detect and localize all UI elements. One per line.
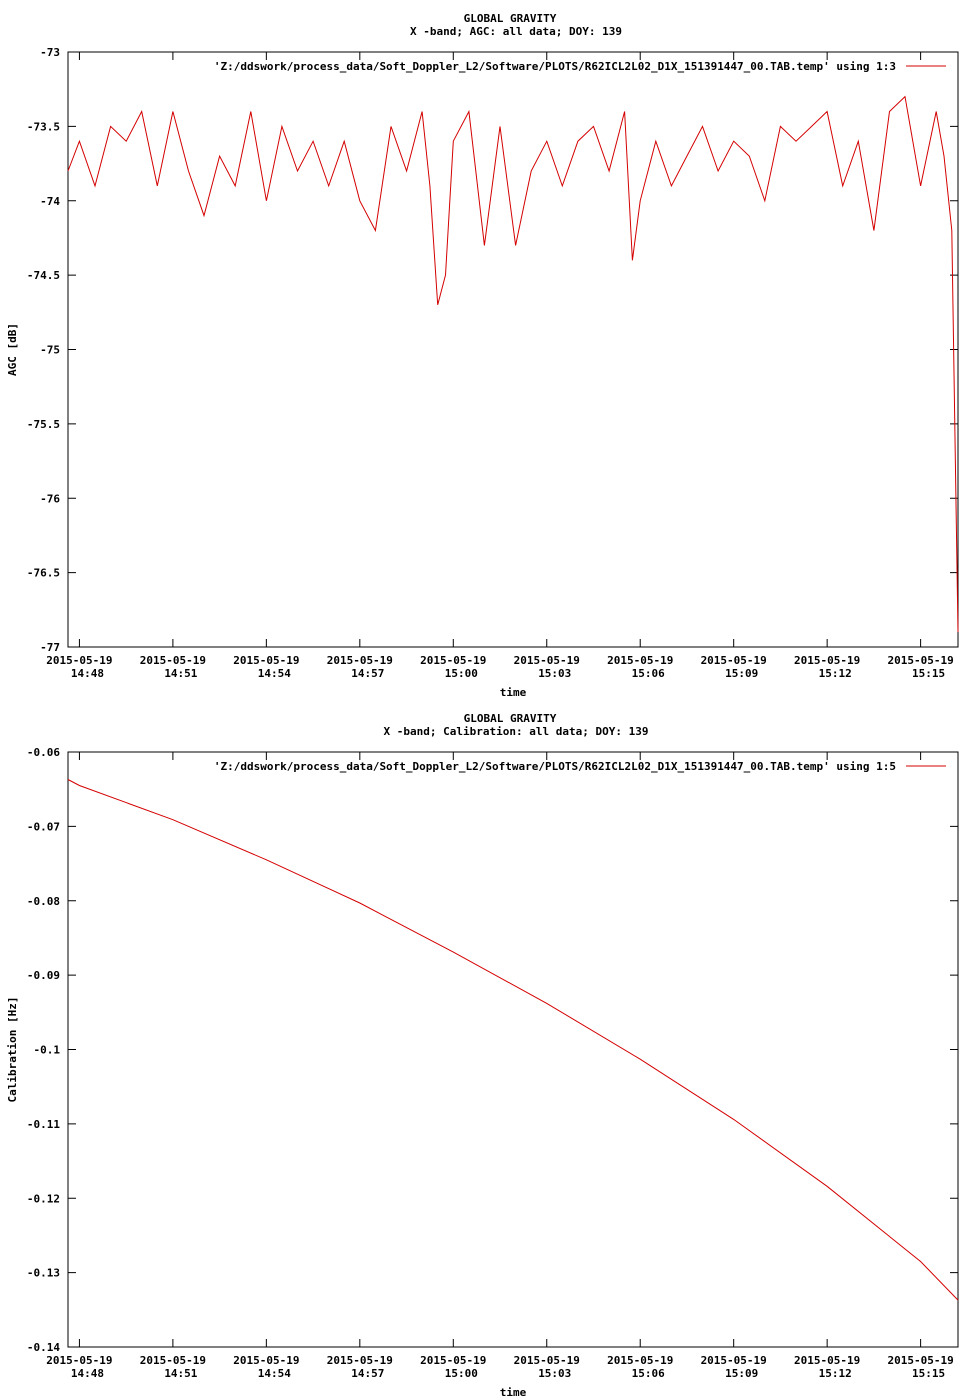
y-tick-label: -75: [40, 343, 60, 357]
x-tick-date: 2015-05-19: [420, 1354, 487, 1367]
y-tick-label: -0.07: [26, 820, 60, 834]
x-tick-date: 2015-05-19: [233, 654, 300, 667]
x-axis-label: time: [499, 686, 527, 699]
x-tick-date: 2015-05-19: [326, 654, 393, 667]
x-tick-time: 14:51: [164, 667, 198, 680]
y-tick-label: -0.14: [26, 1341, 60, 1354]
x-tick-date: 2015-05-19: [513, 1354, 580, 1367]
plot-frame: [68, 752, 958, 1347]
x-tick-time: 15:15: [912, 1367, 946, 1380]
chart-subtitle: X -band; AGC: all data; DOY: 139: [410, 25, 622, 38]
x-tick-time: 15:09: [725, 1367, 759, 1380]
x-tick-time: 14:57: [351, 667, 385, 680]
x-axis-label: time: [499, 1386, 527, 1399]
x-tick-date: 2015-05-19: [420, 654, 487, 667]
x-tick-date: 2015-05-19: [46, 654, 113, 667]
x-tick-time: 15:00: [444, 1367, 478, 1380]
series-line: [68, 97, 958, 633]
y-tick-label: -0.08: [26, 894, 60, 908]
x-tick-time: 15:06: [631, 667, 665, 680]
y-tick-label: -77: [40, 641, 60, 654]
x-tick-date: 2015-05-19: [139, 1354, 207, 1367]
y-tick-label: -75.5: [26, 417, 60, 431]
legend-label: 'Z:/ddswork/process_data/Soft_Doppler_L2/Software/PLOTS/R62ICL2L02_D1X_151391447_00.TAB.temp' using 1:3: [213, 60, 896, 73]
x-tick-date: 2015-05-19: [513, 654, 580, 667]
x-tick-date: 2015-05-19: [326, 1354, 393, 1367]
y-tick-label: -0.09: [26, 969, 60, 983]
x-tick-time: 14:48: [70, 1367, 104, 1380]
y-tick-label: -74.5: [26, 269, 60, 283]
x-tick-date: 2015-05-19: [607, 654, 674, 667]
chart-title: GLOBAL GRAVITY: [463, 712, 557, 725]
y-axis-label: AGC [dB]: [6, 323, 19, 376]
y-tick-label: -0.13: [26, 1266, 60, 1280]
x-tick-time: 15:03: [538, 667, 572, 680]
legend-label: 'Z:/ddswork/process_data/Soft_Doppler_L2/Software/PLOTS/R62ICL2L02_D1X_151391447_00.TAB.temp' using 1:5: [213, 760, 896, 773]
x-tick-date: 2015-05-19: [887, 654, 954, 667]
x-tick-time: 14:51: [164, 1367, 198, 1380]
x-tick-date: 2015-05-19: [700, 654, 767, 667]
y-tick-label: -76.5: [26, 566, 60, 580]
y-tick-label: -73.5: [26, 120, 60, 134]
y-axis-label: Calibration [Hz]: [6, 996, 19, 1103]
x-tick-date: 2015-05-19: [607, 1354, 674, 1367]
chart-panel-1: [6, 12, 958, 699]
x-tick-time: 14:48: [70, 667, 104, 680]
x-tick-time: 15:09: [725, 667, 759, 680]
series-line: [68, 780, 958, 1301]
y-tick-label: -73: [40, 46, 60, 59]
chart-subtitle: X -band; Calibration: all data; DOY: 139: [383, 725, 649, 738]
x-tick-time: 15:12: [818, 667, 852, 680]
x-tick-date: 2015-05-19: [887, 1354, 954, 1367]
x-tick-date: 2015-05-19: [139, 654, 207, 667]
x-tick-time: 15:00: [444, 667, 478, 680]
x-tick-time: 14:54: [257, 667, 291, 680]
x-tick-date: 2015-05-19: [794, 654, 861, 667]
x-tick-date: 2015-05-19: [700, 1354, 767, 1367]
x-tick-time: 14:57: [351, 1367, 385, 1380]
x-tick-time: 15:15: [912, 667, 946, 680]
x-tick-date: 2015-05-19: [794, 1354, 861, 1367]
plot-frame: [68, 52, 958, 647]
chart-title: GLOBAL GRAVITY: [463, 12, 557, 25]
x-tick-time: 15:03: [538, 1367, 572, 1380]
chart-panel-2: [6, 712, 958, 1399]
x-tick-time: 15:12: [818, 1367, 852, 1380]
x-tick-time: 15:06: [631, 1367, 665, 1380]
x-tick-time: 14:54: [257, 1367, 291, 1380]
y-tick-label: -0.06: [26, 746, 60, 759]
y-tick-label: -0.1: [33, 1043, 60, 1057]
y-tick-label: -0.12: [26, 1192, 60, 1206]
y-tick-label: -0.11: [26, 1117, 60, 1131]
x-tick-date: 2015-05-19: [46, 1354, 113, 1367]
x-tick-date: 2015-05-19: [233, 1354, 300, 1367]
y-tick-label: -76: [40, 492, 60, 506]
y-tick-label: -74: [40, 194, 60, 208]
